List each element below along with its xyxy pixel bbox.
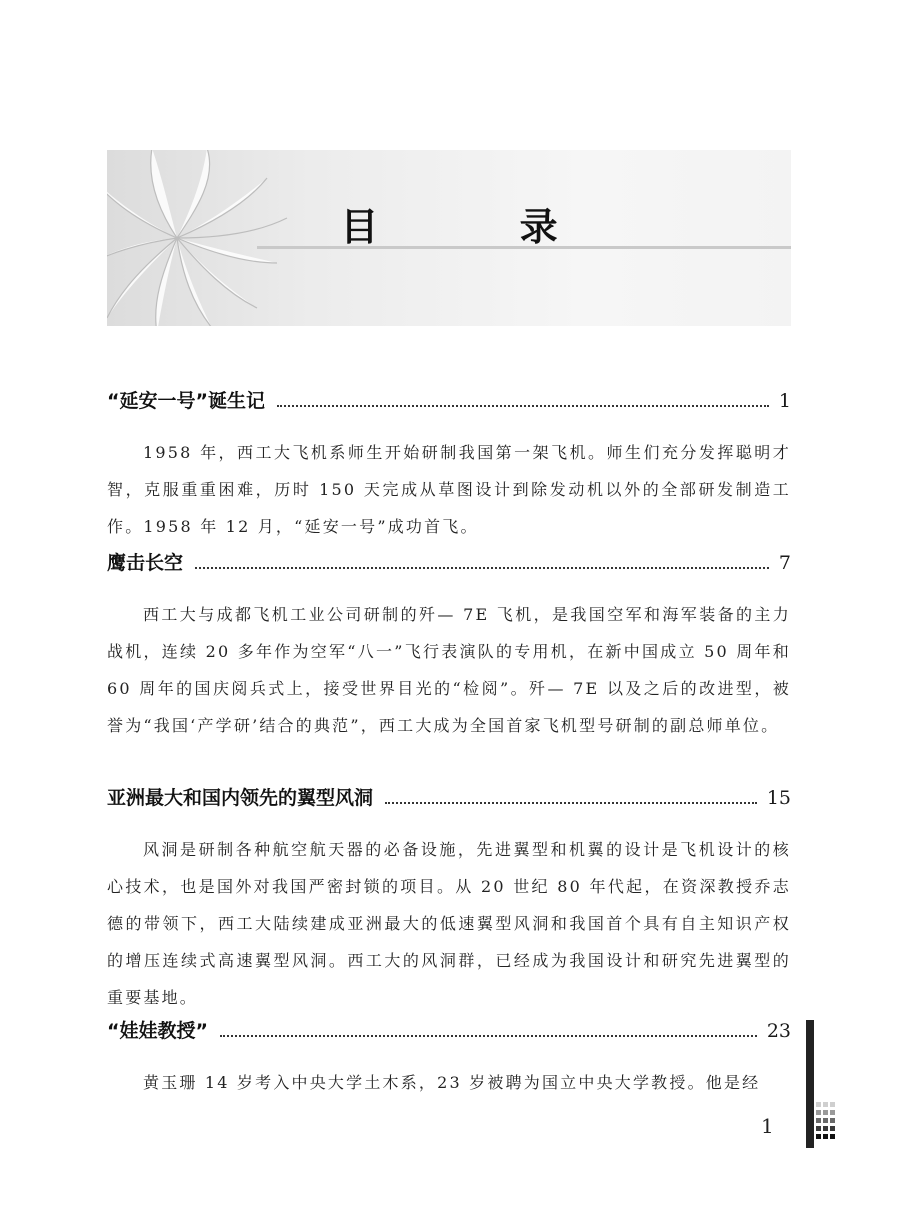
toc-entry-title[interactable]: “娃娃教授” <box>107 1020 208 1042</box>
toc-entry-title[interactable]: 亚洲最大和国内领先的翼型风洞 <box>107 787 374 809</box>
toc-entry-page: 15 <box>766 787 791 809</box>
toc-entry-summary: 风洞是研制各种航空航天器的必备设施，先进翼型和机翼的设计是飞机设计的核心技术，也是国外对我国严密封锁的项目。从 20 世纪 80 年代起，在资深教授乔志德的带领下，西工大陆续建成亚洲最大的低速翼型风洞和我国首个具有自主知识产权的增压连续式高速翼型风洞。西工大的风洞群，已经成为我国设计和研究先进翼型的重要基地。 <box>107 840 791 1007</box>
toc-entry-summary: 黄玉珊 14 岁考入中央大学土木系，23 岁被聘为国立中央大学教授。他是经 <box>143 1073 761 1092</box>
toc-entry-summary: 西工大与成都飞机工业公司研制的歼— 7E 飞机，是我国空军和海军装备的主力战机，连续 20 多年作为空军“八一”飞行表演队的专用机，在新中国成立 50 周年和 60 周年的国庆阅兵式上，接受世界目光的“检阅”。歼— 7E 以及之后的改进型，被誉为“我国‘产学研’结合的典范”，西工大成为全国首家飞机型号研制的副总师单位。 <box>107 605 791 735</box>
margin-bar <box>806 1020 814 1148</box>
pixel-grid-icon <box>814 1100 840 1148</box>
page-number: 1 <box>761 1114 774 1138</box>
dot-leader <box>220 1034 757 1037</box>
toc-entry-title[interactable]: “延安一号”诞生记 <box>107 390 265 412</box>
toc-entry[interactable] <box>107 1016 791 1101</box>
toc-entry-title[interactable]: 鹰击长空 <box>107 552 184 574</box>
toc-entry-heading[interactable] <box>107 783 791 813</box>
toc-entry-page: 23 <box>766 1020 791 1042</box>
toc-entry-page: 1 <box>778 390 791 412</box>
toc-entry-page: 7 <box>778 552 791 574</box>
toc-entry-heading[interactable] <box>107 386 791 416</box>
title-banner <box>107 150 791 326</box>
toc-entry[interactable] <box>107 386 791 545</box>
toc-entry-summary: 1958 年，西工大飞机系师生开始研制我国第一架飞机。师生们充分发挥聪明才智，克服重重困难，历时 150 天完成从草图设计到除发动机以外的全部研发制造工作。1958 年 12 月，“延安一号”成功首飞。 <box>107 443 791 536</box>
page-title: 目 录 <box>340 205 622 249</box>
toc-entry[interactable] <box>107 548 791 744</box>
dot-leader <box>385 801 757 804</box>
dot-leader <box>277 404 769 407</box>
toc-entry-heading[interactable] <box>107 1016 791 1046</box>
dot-leader <box>195 566 769 569</box>
toc-entry[interactable] <box>107 783 791 1016</box>
toc-entry-heading[interactable] <box>107 548 791 578</box>
